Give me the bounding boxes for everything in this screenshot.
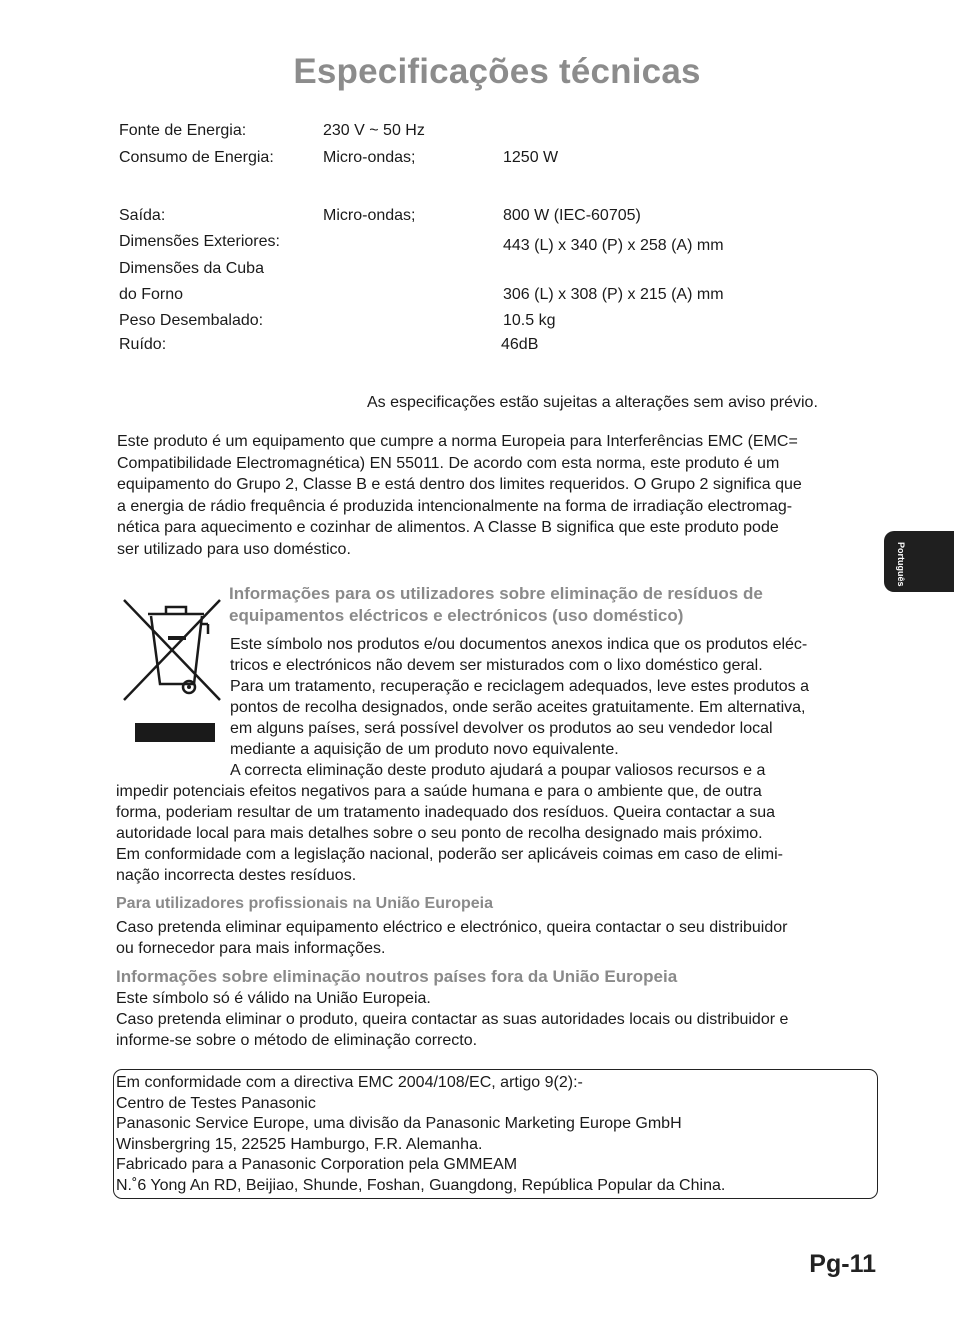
spec-label-dim-cuba-2: do Forno xyxy=(119,286,184,303)
weee-line: Em conformidade com a legislação nacional, poderão ser aplicáveis coimas em caso de elimi- xyxy=(116,846,783,863)
emc-line: equipamento do Grupo 2, Classe B e está dentro dos limites requeridos. O Grupo 2 significa que xyxy=(117,476,802,494)
weee-line: em alguns países, será possível devolver os produtos ao seu vendedor local xyxy=(230,720,773,737)
conformity-line: Em conformidade com a directiva EMC 2004/108/EC, artigo 9(2):- xyxy=(116,1074,583,1091)
spec-mode-saida: Micro-ondas; xyxy=(323,207,416,224)
conformity-box xyxy=(113,1069,878,1199)
weee-line: forma, poderiam resultar de um tratamento inadequado dos resíduos. Queira contactar a sua xyxy=(116,804,776,821)
outside-eu-heading: Informações sobre eliminação noutros países fora da União Europeia xyxy=(116,967,678,986)
conformity-line: Fabricado para a Panasonic Corporation pela GMMEAM xyxy=(116,1156,518,1173)
language-tab xyxy=(884,531,954,592)
emc-line: Compatibilidade Electromagnética) EN 55011. De acordo com esta norma, este produto é um xyxy=(117,454,780,472)
professional-heading: Para utilizadores profissionais na União Europeia xyxy=(116,895,493,912)
weee-indented-text xyxy=(230,634,809,781)
spec-value-ruido: 46dB xyxy=(501,336,539,353)
emc-paragraph xyxy=(117,431,802,561)
emc-line: Este produto é um equipamento que cumpre a norma Europeia para Interferências EMC (EMC= xyxy=(117,433,798,450)
spec-label-consumo: Consumo de Energia: xyxy=(119,149,274,166)
outside-eu-line: informe-se sobre o método de eliminação correcto. xyxy=(116,1032,478,1049)
specs-notice: As especificações estão sujeitas a alterações sem aviso prévio. xyxy=(367,394,818,411)
weee-line: Este símbolo nos produtos e/ou documentos anexos indica que os produtos eléc- xyxy=(230,636,808,653)
conformity-line: Centro de Testes Panasonic xyxy=(116,1094,316,1112)
page-title: Especificações técnicas xyxy=(293,52,701,91)
weee-line: Para um tratamento, recuperação e reciclagem adequados, leve estes produtos a xyxy=(230,678,809,695)
emc-line: a energia de rádio frequência é produzida intencionalmente na forma de irradiação electromag- xyxy=(117,497,793,515)
emc-line: ser utilizado para uso doméstico. xyxy=(117,540,351,558)
crossed-out-bin-icon xyxy=(120,596,226,744)
conformity-text xyxy=(116,1073,725,1196)
conformity-line: Winsbergring 15, 22525 Hamburgo, F.R. Alemanha. xyxy=(116,1135,483,1153)
weee-heading-line: equipamentos eléctricos e electrónicos (uso doméstico) xyxy=(229,606,684,625)
spec-value-peso: 10.5 kg xyxy=(503,312,556,329)
spec-label-dim-ext: Dimensões Exteriores: xyxy=(119,233,280,250)
spec-value-fonte: 230 V ~ 50 Hz xyxy=(323,122,425,139)
weee-line: A correcta eliminação deste produto ajudará a poupar valiosos recursos e a xyxy=(230,762,766,779)
weee-heading xyxy=(229,583,763,627)
spec-label-peso: Peso Desembalado: xyxy=(119,312,264,329)
outside-eu-line: Caso pretenda eliminar o produto, queira contactar as suas autoridades locais ou distribuidor e xyxy=(116,1011,789,1028)
weee-line: pontos de recolha designados, onde serão aceites gratuitamente. Em alternativa, xyxy=(230,699,806,716)
spec-value-saida: 800 W (IEC-60705) xyxy=(503,207,641,224)
weee-heading-line: Informações para os utilizadores sobre eliminação de resíduos de xyxy=(229,584,763,603)
weee-line: autoridade local para mais detalhes sobre o seu ponto de recolha designado mais próximo. xyxy=(116,825,763,842)
weee-line: impedir potenciais efeitos negativos para a saúde humana e para o ambiente que, de outra xyxy=(116,783,762,800)
spec-mode-consumo: Micro-ondas; xyxy=(323,149,416,166)
page-number: Pg-11 xyxy=(809,1250,876,1278)
outside-eu-text xyxy=(116,988,788,1051)
language-tab-label: Português xyxy=(896,542,906,587)
spec-value-dim-ext: 443 (L) x 340 (P) x 258 (A) mm xyxy=(503,237,724,254)
professional-text xyxy=(116,917,787,959)
weee-line: mediante a aquisição de um produto novo equivalente. xyxy=(230,741,619,758)
spec-value-dim-cuba: 306 (L) x 308 (P) x 215 (A) mm xyxy=(503,286,724,303)
spec-label-fonte: Fonte de Energia: xyxy=(119,122,247,139)
spec-label-dim-cuba-1: Dimensões da Cuba xyxy=(119,260,264,277)
outside-eu-line: Este símbolo só é válido na União Europeia. xyxy=(116,990,431,1007)
conformity-line: N.˚6 Yong An RD, Beijiao, Shunde, Foshan, Guangdong, República Popular da China. xyxy=(116,1176,726,1194)
emc-line: nética para aquecimento e cozinhar de alimentos. A Classe B significa que este produto pode xyxy=(117,519,779,537)
weee-full-text xyxy=(116,781,783,886)
spec-label-saida: Saída: xyxy=(119,207,166,224)
professional-line: Caso pretenda eliminar equipamento eléctrico e electrónico, queira contactar o seu distribuidor xyxy=(116,919,788,936)
spec-label-ruido: Ruído: xyxy=(119,336,167,353)
conformity-line: Panasonic Service Europe, uma divisão da Panasonic Marketing Europe GmbH xyxy=(116,1115,682,1132)
spec-value-consumo: 1250 W xyxy=(503,149,559,166)
weee-line: tricos e electrónicos não devem ser misturados com o lixo doméstico geral. xyxy=(230,657,763,674)
professional-line: ou fornecedor para mais informações. xyxy=(116,940,386,957)
weee-line: nação incorrecta destes resíduos. xyxy=(116,867,357,884)
